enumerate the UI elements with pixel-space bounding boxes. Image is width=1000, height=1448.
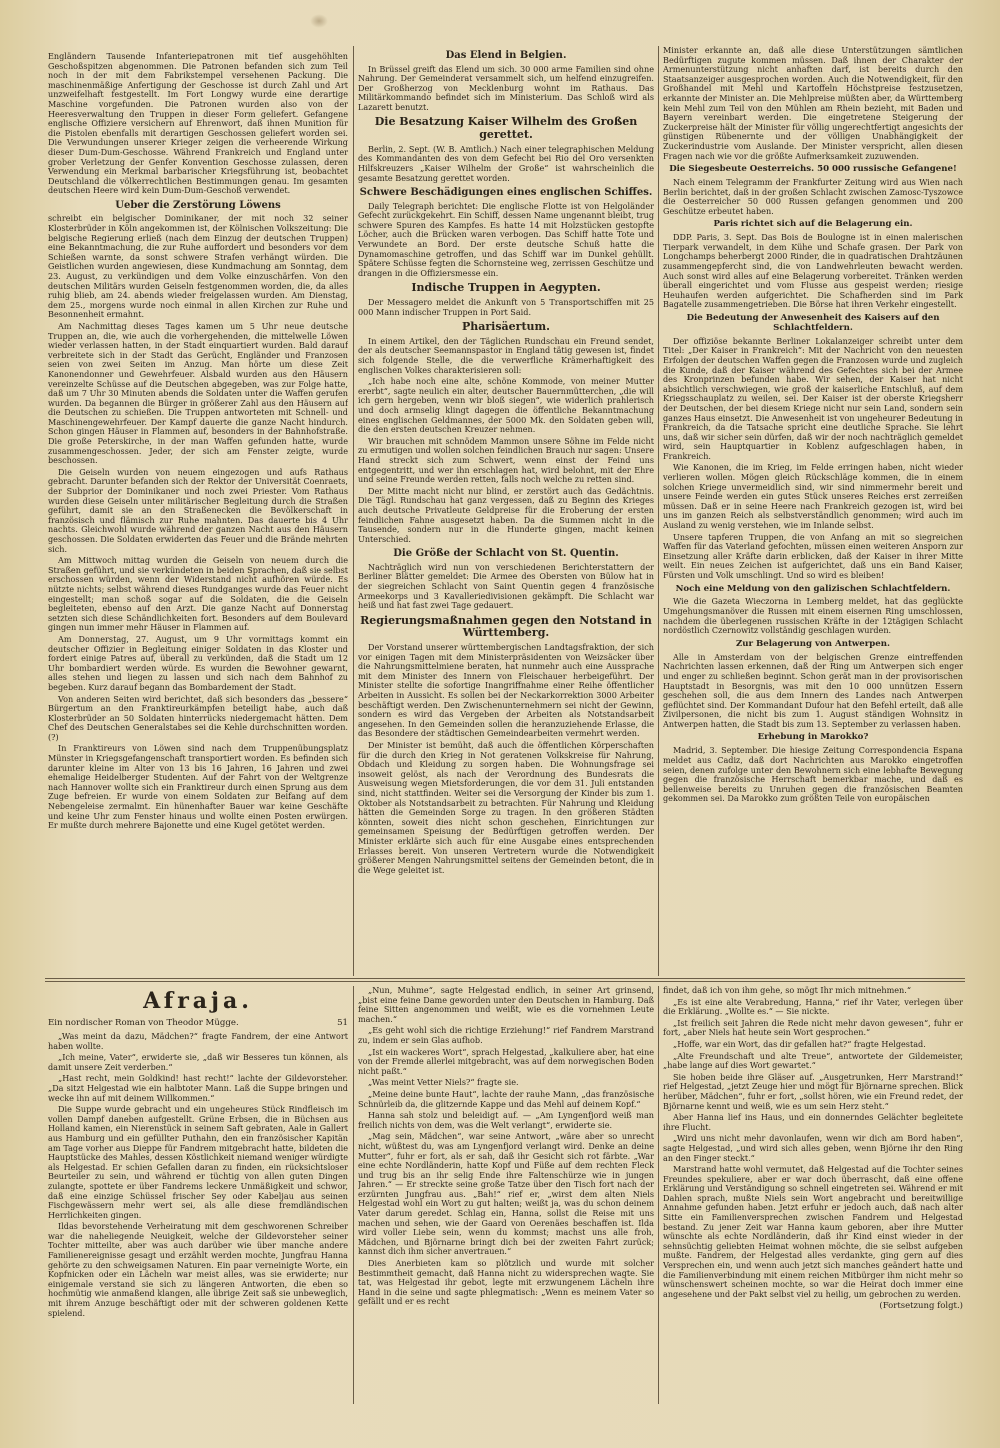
novel-text: Ildas bevorstehende Verheiratung mit dem geschworenen Schreiber war die naheliegende Neuigkeit, welche der Gildevorsteher seiner Tochter mitteilte, aber was auch darüber wie über manche andere Familienereignisse gesagt und erzählt werden mochte, Jungfrau Hanna gehörte zu den schweigsamen Naturen. Ein paar verneinigte Worte, ein Kopfnicken oder ein Lächeln war meist alles, was sie erwiderte; nur einigemale verstand sie sich zu längeren Antworten, die eben so hochmütig wie anmaßend klangen, alle übrige Zeit saß sie unbeweglich, mit ihrem Anzuge beschäftigt oder mit der schweren goldenen Kette spielend. [48, 1221, 348, 1318]
headline-besatzung: Die Besatzung Kaiser Wilhelm des Großen gerettet. [374, 115, 638, 142]
novel-text: findet, daß ich von ihm gehe, so mögt Ihr mich mitnehmen.“ [663, 986, 911, 995]
column-3 [663, 46, 963, 974]
article-text: Nach einem Telegramm der Frankfurter Zeitung wird aus Wien nach Berlin berichtet, daß in der großen Schlacht zwischen Zamosc-Tyszowce die Oesterreicher 50 000 Russen gefangen genommen und 200 Geschütze erbeutet haben. [663, 177, 963, 216]
novel-text: „Hast recht, mein Goldkind! hast recht!“ lachte der Gildevorsteher. „Da sitzt Helgestad wie ein halbtoter Mann. Laß die Suppe bringen und wecke ihn auf mit deinem Willkommen.“ [48, 1073, 348, 1103]
novel-text: Dies Anerbieten kam so plötzlich und wurde mit solcher Bestimmtheit gemacht, daß Hanna nicht zu widersprechen wagte. Sie tat, was Helgestad ihr gebot, legte mit erzwungenem Lächeln ihre Hand in die seine und sagte phlegmatisch: „Wenn es meinem Vater so gefällt und er es recht [358, 1258, 654, 1307]
novel-text: „Ist freilich seit Jahren die Rede nicht mehr davon gewesen“, fuhr er fort, „aber Niels hat heute sein Wort gesprochen.“ [663, 1017, 963, 1038]
headline-gefangene: Die Siegesbeute Oesterreichs. 50 000 russische Gefangene! [669, 164, 957, 175]
feuilleton-column-1 [48, 986, 348, 1406]
installment-number: 51 [337, 1018, 348, 1028]
article-text: Am Nachmittag dieses Tages kamen um 5 Uhr neue deutsche Truppen an, die, wie auch die vorhergehenden, die mittelwelle Löwen wieder verlassen hatten, in der Stadt einquartiert wurden. Bald darauf verbreitete sich in der Stadt das Gerücht, Engländer und Franzosen seien von zwei Seiten im Anzug. Man hörte um diese Zeit Kanonendonner und Gewehrfeuer. Alsbald wurden aus den Häusern vereinzelte Schüsse auf die Deutschen abgegeben, was zur Folge hatte, daß um 7 Uhr 30 Minuten abends die Soldaten unter die Waffen gerufen wurden. Da begannen die Bürger in größerer Zahl aus den Häusern auf die Deutschen zu schießen. Die Truppen antworteten mit Schnell- und Maschinengewehrfeuer. Der Kampf dauerte die ganze Nacht hindurch. Schon gingen Häuser in Flammen auf, besonders in der Bahnhofstraße. Die große Peterskirche, in der man Waffen gefunden hatte, wurde zusammengeschossen. Jeder, der sich am Fenster zeigte, wurde beschossen. [48, 320, 348, 466]
article-text: Die Geiseln wurden von neuem eingezogen und aufs Rathaus gebracht. Darunter befanden sich der Rektor der Universität Coenraets, der Subprior der Dominikaner und noch zwei Priester. Vom Rathaus wurden diese Geiseln unter militärischer Begleitung durch die Straßen geführt, damit sie an den Straßenecken die Bevölkerschaft in französisch und flämisch zur Ruhe mahnten. Das dauerte bis 4 Uhr nachts. Gleichwohl wurde während der ganzen Nacht aus den Häusern geschossen. Die Soldaten erwiderten das Feuer und die Brände mehrten sich. [48, 466, 348, 554]
novel-text: Aber Hanna lief ins Haus, und ein donnerndes Gelächter begleitete ihre Flucht. [663, 1112, 963, 1132]
article-text: Der offiziöse bekannte Berliner Lokalanzeiger schreibt unter dem Titel: „Der Kaiser in Frankreich“: Mit der Nachricht von den neuesten Erfolgen der deutschen Waffen gegen die Franzosen wurde und zugleich die Kunde, daß der Kaiser während des Gefechtes sich bei der Armee des Kronprinzen befunden habe. Wir sehen, der Kaiser hat nicht absichtlich verschwiegen, wie groß der kaiserliche Entschluß, auf dem Kriegsschauplatz zu weilen, sei. Der Kaiser ist der oberste Kriegsherr der Deutschen, der bei diesem Kriege nicht nur sein Land, sondern sein ganzes Haus einsetzt. Die Anwesenheit ist von ungeheurer Bedeutung in Frankreich, da die Tatsache spricht eine deutliche Sprache. Sie lehrt uns, daß wir sicher sein dürfen, daß wir der noch nachträglich gemeldet wird, sein Hauptquartier in Koblenz aufgeschlagen haben, in Frankreich. [663, 335, 963, 461]
headline-marokko: Erhebung in Marokko? [757, 732, 869, 743]
novel-text: „Ist ein wackeres Wort“, sprach Helgestad, „kalkuliere aber, hat eine von der Fremde allerlei mitgebracht, was auf dem norwegischen Boden nicht paßt.“ [358, 1046, 654, 1076]
article-text: Alle in Amsterdam von der belgischen Grenze eintreffenden Nachrichten lassen erkennen, daß der Ring um Antwerpen sich enger und enger zu schließen beginnt. Schon gerät man in der provisorischen Hauptstadt in Besorgnis, was mit den 10 000 unnützen Essern geschehen soll, die aus dem Innern des Landes nach Antwerpen geflüchtet sind. Der Kommandant Dufour hat den Befehl erteilt, daß alle Zivilpersonen, die nicht bis zum 1. August ständigen Wohnsitz in Antwerpen hatten, die Stadt bis zum 13. September zu verlassen haben. [663, 651, 963, 729]
column-divider [658, 46, 659, 976]
feuilleton-divider [45, 978, 965, 979]
column-1 [48, 52, 348, 974]
headline-loewen: Ueber die Zerstörung Löwens [115, 199, 281, 211]
article-text: DDP. Paris, 3. Sept. Das Bois de Boulogne ist in einen malerischen Tierpark verwandelt, in dem Kühe und Schafe grasen. Der Park von Longchamps beherbergt 2000 Rinder, die in quadratischen Drahtzäunen zusammengepfercht sind, die von Landwehrleuten bewacht werden. Auch sonst wird alles auf eine Belagerung vorbereitet. Tränken werden überall eingerichtet und vom Flusse aus gespeist werden; riesige Heuhaufen werden aufgerichtet. Die Schafherden sind im Park Bagatelle zusammengetrieben. Die Börse hat ihren Verkehr eingestellt. [663, 232, 963, 310]
headline-paris: Paris richtet sich auf die Belagerung ein. [713, 219, 913, 230]
headline-regierung: Regierungsmaßnahmen gegen den Notstand in Württemberg. [360, 613, 652, 640]
novel-title: Afraja. [143, 988, 253, 1014]
novel-text: „Nun, Muhme“, sagte Helgestad endlich, in seiner Art grinsend, „bist eine feine Dame geworden unter den Deutschen in Hamburg. Daß feine Sitten angenommen und weißt, wie es die vornehmen Leute machen.“ [358, 986, 654, 1024]
novel-subtitle-line [48, 1018, 348, 1028]
column-divider [353, 986, 354, 1404]
headline-anwesenheit: Die Bedeutung der Anwesenheit des Kaisers auf den Schlachtfeldern. [686, 313, 940, 333]
novel-text: Die Suppe wurde gebracht und ein ungeheures Stück Rindfleisch im vollen Dampf daneben aufgestellt. Grüne Erbsen, die in Büchsen aus Holland kamen, ein Nierenstück in seinem Saft gebraten, Aale in Gallert aus Hamburg und ein gefüllter Puthahn, den ein französischer Kapitän am Tage vorher aus Dieppe für Fandrem mitgebracht hatte, bildeten die Hauptstücke des Mahles, dessen Köstlichkeit niemand weniger würdigte als Helgestad. Er schien Gefallen daran zu finden, ein rücksichtsloser Beurteiler zu sein, und während er tüchtig von allen guten Dingen zulangte, spottete er über Fandrems leckere Unmäßigkeit und schwor, daß eine einzige Schüssel frischer Sey oder Kabeljau aus seinen Fischgewässern mehr wert sei, als alle diese fremdländischen Herrlichkeiten gingen. [48, 1104, 348, 1220]
headline-aegypten: Indische Truppen in Aegypten. [411, 281, 601, 295]
headline-antwerpen: Zur Belagerung von Antwerpen. [735, 638, 891, 649]
novel-text: „Ich meine, Vater“, erwiderte sie, „daß wir Besseres tun können, als damit unsere Zeit verderben.“ [48, 1052, 348, 1072]
novel-text: „Was meint da dazu, Mädchen?“ fragte Fandrem, der eine Antwort haben wollte. [48, 1031, 348, 1051]
novel-text: „Was meint Vetter Niels?“ fragte sie. [368, 1077, 519, 1088]
novel-text: Hanna sah stolz und beleidigt auf. — „Am Lyngenfjord weiß man freilich nichts von dem, was die Welt verlangt“, erwiderte sie. [358, 1110, 654, 1130]
article-text: Der Mitte macht nicht nur blind, er zerstört auch das Gedächtnis. Die Tägl. Rundschau hat ganz vergessen, daß zu Beginn des Krieges auch deutsche Privatleute Geldpreise für die Eroberung der ersten feindlichen Fahne ausgesetzt haben. Da die Summen nicht in die Tausende, sondern nur in die Hunderte gingen, macht keinen Unterschied. [358, 485, 654, 544]
novel-text: „Alte Freundschaft und alte Treue“, antwortete der Gildemeister, „habe lange auf dies Wort gewartet.“ [663, 1050, 963, 1071]
feuilleton-divider [45, 981, 965, 982]
column-2 [358, 46, 654, 974]
novel-subtitle: Ein nordischer Roman von Theodor Mügge. [48, 1018, 239, 1028]
novel-text: „Hoffe, war ein Wort, das dir gefallen hat?“ fragte Helgestad. [673, 1038, 926, 1049]
headline-pharisaeertum: Pharisäertum. [461, 320, 551, 334]
headline-elend: Das Elend in Belgien. [445, 50, 567, 61]
article-text: Wir brauchen mit schnödem Mammon unsere Söhne im Felde nicht zu ermutigen und wollen solchen feindlichen Brauch nur sagen: Unsere Hand streckt sich zum Schwert, wenn einst der Feind uns entgegentritt, und wer ihn erschlagen hat, wird belohnt, mit der Ehre und seine Freunde werden retten, falls noch welche zu retten sind. [358, 435, 654, 485]
article-text: Wie die Gazeta Wieczorna in Lemberg meldet, hat das geglückte Umgehungsmanöver die Russen mit einem eisernen Ring umschlossen, nachdem die überlegenen russischen Kräfte in der 12tägigen Schlacht nordöstlich Czernowitz vollständig geschlagen wurden. [663, 596, 963, 636]
headline-schiff: Schwere Beschädigungen eines englischen Schiffes. [359, 187, 653, 199]
novel-text: „Mag sein, Mädchen“, war seine Antwort, „wäre aber so unrecht nicht, wüßtest du, was am Lyngenfjord verlangt wird. Denke an deine Mutter“, fuhr er fort, als er sah, daß ihr Gesicht sich rot färbte. „War eine echte Nordländerin, hatte Kopf und Füße auf dem rechten Fleck und trug bis an ihr selig Ende ihre Faltenschürze wie in jungen Jahren.“ — Er streckte seine große Tatze über den Tisch fort nach der erzürnten Jungfrau aus. „Bah!“ rief er, „wirst dem alten Niels Helgestad wohl ein Wort zu gut halten; weißt ja, was du schon deinem Vater darum geredet. Schlag ein, Hanna, sollst die Reise mit uns machen und sehen, wie der Gaard von Oerenäes beschaffen ist. Ilda wird voller Liebe sein, wenn du kommst; machst uns alle froh, Mädchen, und Björnarne bringt dich bei der zweiten Fahrt zurück; kannst dich ihm sicher anvertrauen.“ [358, 1131, 654, 1257]
article-text: Der Messagero meldet die Ankunft von 5 Transportschiffen mit 25 000 Mann indischer Truppen in Port Said. [358, 297, 654, 317]
article-text: Der Vorstand unserer württembergischen Landtagsfraktion, der sich vor einigen Tagen mit dem Ministerpräsidenten von Weizsäcker über die Nahrungsmittelmiene beraten, hat nunmehr auch eine Aussprache mit dem Minister des Innern von Fleischauer herbeigeführt. Der Minister stellte die sofortige Inangriffnahme einer Reihe öffentlicher Arbeiten in Aussicht. Es sollen bei der Neckarkorrektion 3000 Arbeiter beschäftigt werden. Den Zwischenunternehmern sei nicht der Gewinn, sondern es wird das Vergeben der Arbeiten als Notstandsarbeit angesehen. In den Gemeinden sollen die heranzuziehende Erlasse, die das Besondere der städtischen Gemeindearbeiten vermehrt werden. [358, 642, 654, 739]
novel-text: Marstrand hatte wohl vermutet, daß Helgestad auf die Tochter seines Freundes spekuliere, aber er war doch überrascht, daß eine offene Erklärung und Verständigung so schnell eingetreten sei. Während er mit Dahlen sprach, mußte Niels sein Wort angebracht und bereitwillige Annahme gefunden haben. Jetzt erfuhr er jedoch auch, daß nach alter Sitte ein Familienversprechen zwischen Fandrem und Helgestad bestand. Zu jener Zeit war Hanna kaum geboren, aber ihre Mutter wünschte als echte Nordländerin, daß ihr Kind einst wieder in der sehnsüchtig geliebten Heimat wohnen möchte, die sie selbst aufgeben mußte. Fandrem, der Helgestad alles verdankte, ging gern auf dies Versprechen ein, und wenn auch jetzt sich manches geändert hatte und die Familienverbindung mit einem reichen Mitbürger ihm nicht mehr so wünschenswert scheinen mochte, so war die Heirat doch immer eine angesehene und der Pakt selbst viel zu heilig, um gebrochen zu werden. [663, 1164, 963, 1299]
continuation-note: (Fortsetzung folgt.) [879, 1301, 963, 1312]
article-text: In einem Artikel, den der Täglichen Rundschau ein Freund sendet, der als deutscher Seemannspastor in England tätig gewesen ist, findet sich folgende Stelle, die die verwerfliche Krämerhaftigkeit des englischen Volkes charakterisieren soll: [358, 335, 654, 375]
novel-text: Sie hoben beide ihre Gläser auf. „Ausgetrunken, Herr Marstrand!“ rief Helgestad, „jetzt Zeuge hier und mögt für Björnarne sprechen. Blick herüber, Mädchen“, fuhr er fort, „sollst hören, wie ein Freund redet, der Björnarne kennt und weiß, wie es um sein Herz steht.“ [663, 1071, 963, 1111]
novel-text: „Meine deine bunte Haut“, lachte der rauhe Mann, „das französische Schnürleib da, die glitzernde Kappe und das Mehl auf deinem Kopf.“ [358, 1088, 654, 1109]
column-divider [658, 986, 659, 1404]
novel-text: „Wird uns nicht mehr davonlaufen, wenn wir dich am Bord haben“, sagte Helgestad, „und wird sich alles geben, wenn Björne ihr den Ring an den Finger steckt.“ [663, 1133, 963, 1163]
article-text: In Franktireurs von Löwen sind nach dem Truppenübungsplatz Münster in Kriegsgefangenschaft transportiert worden. Es befinden sich darunter kleine im Alter von 13 bis 16 Jahren, 16 Jahren und zwei ehemalige Heidelberger Studenten. Auf der Fahrt von der Weltgrenze nach Hannover wollte sich ein Franktireur durch einen Sprung aus dem Zuge befreien. Er wurde von einem Soldaten zur Beifang auf dem Nebengeleise zermalmt. Ein hünenhafter Bauer war keine Geschäfte und keine Uhr zum Fenster hinaus und wollte einen Posten erwürgen. Er mußte durch mehrere Bajonette und eine Kugel getötet werden. [48, 743, 348, 831]
article-text: Wie Kanonen, die im Krieg, im Felde erringen haben, nicht wieder verlieren wollen. Mögen gleich Rückschläge kommen, die in einem solchen Kriege unvermeidlich sind, wir sind nimmermehr bereit und unsere Feinde werden ein gutes Stück unseres Reiches erst zerreißen müssen. Daß er in seine Heere nach Frankreich gezogen ist, wird bei uns im ganzen Reich als selbstverständlich genommen; wird auch im Ausland zu wenig verstehen, wie im Inlande selbst. [663, 462, 963, 531]
article-text: In Brüssel greift das Elend um sich. 30 000 arme Familien sind ohne Nahrung. Der Gemeinderat versammelt sich, um helfend einzugreifen. Der Großherzog von Mecklenburg wohnt im Rathaus. Das Militärkommando befindet sich im Ministerium. Das Schloß wird als Lazarett benutzt. [358, 63, 654, 112]
article-text: Nachträglich wird nun von verschiedenen Berichterstattern der Berliner Blätter gemeldet: Die Armee des Obersten von Bülow hat in der siegreichen Schlacht von Saint Quentin gegen 4 französische Armeekorps und 3 Kavalleriedivisionen gekämpft. Die Schlacht war heiß und hat fast zwei Tage gedauert. [358, 561, 654, 611]
article-text: Minister erkannte an, daß alle diese Unterstützungen sämtlichen Bedürftigen zugute kommen müssen. Daß ihnen der Charakter der Armenunterstützung nicht anhaften darf, ist bereits durch den Staatsanzeiger ausgesprochen worden. Auch die Notwendigkeit, für den Großhandel mit Mehl und Kartoffeln Höchstpreise festzusetzen, erkannte der Minister an. Die Mehlpreise müßten aber, da Württemberg kein Mehl zum Teil von den Mühlen am Rhein bezieht, mit Baden und Bayern vereinbart werden. Die eingetretene Steigerung der Zuckerpreise hält der Minister für völlig ungerechtfertigt angesichts der günstigen Rübenernte und der völligen Unabhängigkeit der Zuckerindustrie vom Auslande. Der Minister verspricht, allen diesen Fragen nach wie vor die größte Aufmerksamkeit zuzuwenden. [663, 46, 963, 161]
article-text: Am Donnerstag, 27. August, um 9 Uhr vormittags kommt ein deutscher Offizier in Begleitung einiger Soldaten in das Kloster und fordert einige Patres auf, überall zu verkünden, daß die Stadt um 12 Uhr bombardiert werden würde. Es wurden die Bewohner gewarnt, alles stehen und liegen zu lassen und sich nach dem Bahnhof zu begeben. Kurz darauf begann das Bombardement der Stadt. [48, 633, 348, 692]
article-text: Am Mittwoch mittag wurden die Geiseln von neuem durch die Straßen geführt, und sie verkündeten in beiden Sprachen, daß sie selbst erschossen würden, wenn der Widerstand nicht aufhören würde. Es nützte nichts; selbst während dieses Rundganges wurde das Feuer nicht eingestellt; man schoß sogar auf die Soldaten, die die Geiseln begleiteten, ebenso auf den Arzt. Die ganze Nacht auf Donnerstag setzten sich diese Schändlichkeiten fort. Besonders auf dem Boulevard gingen nun immer mehr Häuser in Flammen auf. [48, 555, 348, 633]
novel-text: „Es geht wohl sich die richtige Erziehung!“ rief Fandrem Marstrand zu, indem er sein Glas aufhob. [358, 1025, 654, 1045]
article-text: Berlin, 2. Sept. (W. B. Amtlich.) Nach einer telegraphischen Meldung des Kommandanten des von dem Gefecht bei Rio del Oro versenkten Hilfskreuzers „Kaiser Wilhelm der Große“ ist wahrscheinlich die gesamte Besatzung gerettet worden. [358, 143, 654, 183]
article-text: schreibt ein belgischer Dominikaner, der mit noch 32 seiner Klosterbrüder in Köln angekommen ist, der Kölnischen Volkszeitung: Die belgische Regierung erließ (nach dem Einzug der deutschen Truppen) eine Bekanntmachung, die zur Ruhe auffordert und besonders vor dem Schießen warnte, da sonst schwere Strafen verhängt würden. Die Geistlichen wurden angewiesen, diese Kundmachung am Sonntag, dem 23. August, zu verkündigen und dem Volke einzuschärfen. Von den deutschen Militärs wurden Geiseln festgenommen worden, die, da alles ruhig blieb, am 24. abends wieder freigelassen wurden. Am Dienstag, dem 25., morgens wurde noch einmal in allen Kirchen zur Ruhe und Besonnenheit ermahnt. [48, 213, 348, 320]
headline-galizien: Noch eine Meldung von den galizischen Schlachtfeldern. [675, 583, 951, 594]
article-text: Daily Telegraph berichtet: Die englische Flotte ist von Helgoländer Gefecht zurückgekehrt. Ein Schiff, dessen Name ungenannt bleibt, trug schwere Spuren des Kampfes. Es hatte 14 mit Holzstücken gestopfte Löcher, auch die Brücken waren verbogen. Das Schiff hatte Tote und Verwundete an Bord. Der erste deutsche Schuß hatte die Dynamomaschine getroffen, und das Schiff war im Dunkel gehüllt. Spätere Schüsse fegten die Schornsteine weg, zerrissen Geschütze und drangen in die Offiziersmesse ein. [358, 200, 654, 278]
article-text: „Ich habe noch eine alte, schöne Kommode, von meiner Mutter ererbt“, sagte neulich ein alter, deutscher Bauernmütterchen, „die will ich gern hergeben, wenn wir bloß siegen“, wie widerlich prahlerisch und doch armselig klingt dagegen die öffentliche Bekanntmachung eines englischen Geldmannes, der 5000 Mk. den Soldaten geben will, die den ersten deutschen Kreuzer nehmen. [358, 376, 654, 435]
article-text: Madrid, 3. September. Die hiesige Zeitung Correspondencia Espana meldet aus Cadiz, daß dort Nachrichten aus Marokko eingetroffen seien, denen zufolge unter den Bewohnern sich eine lebhafte Bewegung gegen die französische Herrschaft bemerkbar mache, und daß es bellenweise bereits zu Unruhen gegen die französischen Beamten gekommen sei. Da Marokko zum größten Teile von europäischen [663, 745, 963, 804]
article-text: Der Minister ist bemüht, daß auch die öffentlichen Körperschaften für die durch den Krieg in Not geratenen Volkskreise für Nahrung, Obdach und Kleidung zu sorgen haben. Die Wohnungsfrage sei insoweit gelöst, als nach der Verordnung des Bundesrats die Ausweisung wegen Mietsforderungen, die vor dem 31. Juli entstanden sind, nicht stattfinden. Weiter sei die Versorgung der Kinder bis zum 1. Oktober als Notstandsarbeit zu betrachten. Für Nahrung und Kleidung hätten die Gemeinden Sorge zu tragen. In den größeren Städten könnten, soweit dies nicht schon geschehen, Einrichtungen zur gemeinsamen Speisung der Bedürftigen getroffen werden. Der Minister erklärte sich auch für eine Ausgabe eines entsprechenden Erlasses bereit. Von unseren Vertretern wurde die Notwendigkeit größerer Mengen Nahrungsmittel seitens der Gemeinden betont, die in die Wege geleitet ist. [358, 740, 654, 875]
article-text: Von anderen Seiten wird berichtet, daß sich besonders das „bessere“ Bürgertum an den Franktireurkämpfen beteiligt habe, auch daß Klosterbrüder an 50 Soldaten hinterrücks niedergemacht hätten. Dem Chef des Deutschen Generalstabes sei die Kehle durchschnitten worden. (?) [48, 693, 348, 742]
headline-quentin: Die Größe der Schlacht von St. Quentin. [393, 548, 619, 560]
paper-stain [310, 14, 328, 28]
feuilleton-column-3 [663, 986, 963, 1406]
article-text: Unsere tapferen Truppen, die von Anfang an mit so siegreichen Waffen für das Vaterland gefochten, müssen einen weiteren Ansporn zur Einsetzung aller Kräfte darin erblicken, daß der Kaiser in ihrer Mitte weilt. Ein neues Zeichen ist aufgerichtet, daß uns ein Band Kaiser, Fürsten und Volk umschlingt. Und so wird es bleiben! [663, 531, 963, 580]
column-divider [353, 46, 354, 976]
article-text: Engländern Tausende Infanteriepatronen mit tief ausgehöhlten Geschoßspitzen abgenommen. Die Patronen befanden sich zum Teil noch in der mit dem Fabrikstempel versehenen Packung. Die maschinenmäßige Anfertigung der Geschosse ist durch Zahl und Art unzweifelhaft festgestellt. Im Fort Longwy wurde eine derartige Maschine vorgefunden. Die Patronen wurden also von der Heeresverwaltung den Truppen in dieser Form geliefert. Gefangene englische Offiziere versichern auf Ehrenwort, daß ihnen Munition für die Pistolen ebenfalls mit derartigen Geschossen geliefert worden sei. Die Verwundungen unserer Krieger zeigen die verheerende Wirkung dieser Dum-Dum-Geschosse. Während Frankreich und England unter grober Verletzung der Genfer Konvention Geschosse zulassen, deren Verwendung ein Merkmal barbarischer Kriegsführung ist, beobachtet Deutschland die völkerrechtlichen Bestimmungen genau. Im gesamten deutschen Heere wird kein Dum-Dum-Geschoß verwendet. [48, 52, 348, 196]
novel-text: „Es ist eine alte Verabredung, Hanna,“ rief ihr Vater, verlegen über die Erklärung. „Wollte es.“ — Sie nickte. [663, 996, 963, 1017]
feuilleton-column-2 [358, 986, 654, 1406]
